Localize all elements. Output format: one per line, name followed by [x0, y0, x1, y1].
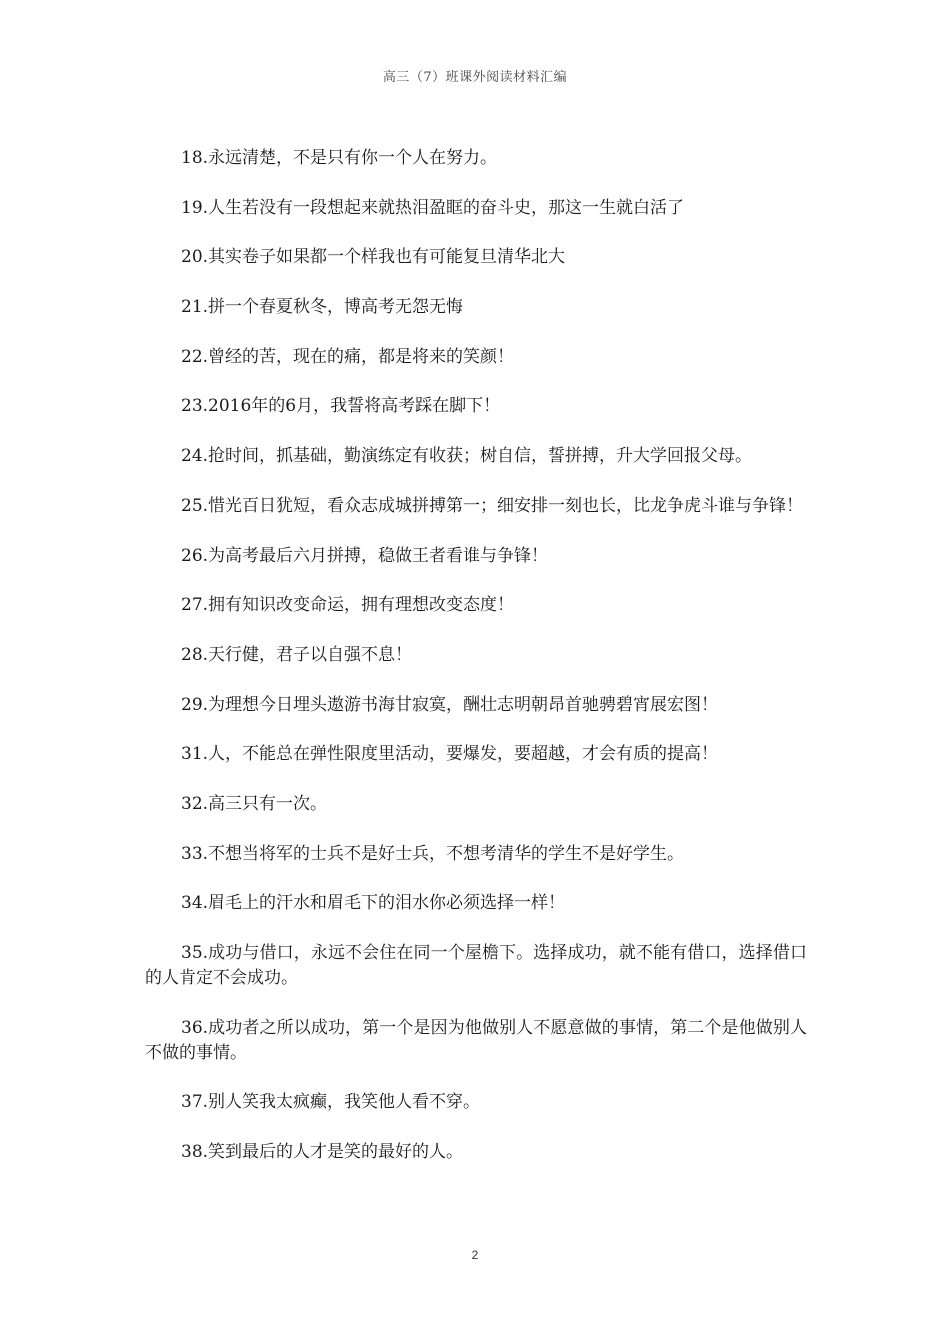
- paragraph-item: 31.人，不能总在弹性限度里活动，要爆发，要超越，才会有质的提高！: [181, 744, 719, 765]
- paragraph-item: 27.拥有知识改变命运，拥有理想改变态度！: [181, 595, 515, 616]
- paragraph-item: 33.不想当将军的士兵不是好士兵，不想考清华的学生不是好学生。: [181, 843, 685, 864]
- paragraph-item: 34.眉毛上的汗水和眉毛下的泪水你必须选择一样！: [181, 893, 566, 914]
- paragraph-item: 24.抢时间，抓基础，勤演练定有收获；树自信，誓拼搏，升大学回报父母。: [181, 446, 753, 467]
- paragraph-item: 28.天行健，君子以自强不息！: [181, 644, 413, 665]
- page-number: 2: [471, 1248, 479, 1262]
- page-header-title: 高三（7）班课外阅读材料汇编: [382, 70, 568, 85]
- paragraph-item: 29.为理想今日埋头遨游书海甘寂寞，酬壮志明朝昂首驰骋碧宵展宏图！: [181, 694, 719, 715]
- paragraph-item: 38.笑到最后的人才是笑的最好的人。: [181, 1142, 464, 1163]
- paragraph-item: 20.其实卷子如果都一个样我也有可能复旦清华北大: [181, 247, 566, 268]
- paragraph-item: 36.成功者之所以成功，第一个是因为他做别人不愿意做的事情，第二个是他做别人不做的事情。: [145, 1017, 807, 1063]
- document-body: [145, 146, 807, 1190]
- paragraph-item: 26.为高考最后六月拼搏，稳做王者看谁与争锋！: [181, 545, 549, 566]
- paragraph-item: 23.2016年的6月，我誓将高考踩在脚下！: [181, 396, 501, 417]
- paragraph-item: 18.永远清楚，不是只有你一个人在努力。: [181, 148, 498, 168]
- paragraph-item: 37.别人笑我太疯癫，我笑他人看不穿。: [181, 1092, 481, 1113]
- paragraph-item: 25.惜光百日犹短，看众志成城拼搏第一；细安排一刻也长，比龙争虎斗谁与争锋！: [181, 495, 804, 516]
- paragraph-item: 19.人生若没有一段想起来就热泪盈眶的奋斗史，那这一生就白活了: [181, 197, 685, 218]
- paragraph-item: 21.拼一个春夏秋冬，博高考无怨无悔: [181, 297, 464, 318]
- paragraph-item: 22.曾经的苦，现在的痛，都是将来的笑颜！: [181, 346, 515, 367]
- paragraph-item: 35.成功与借口，永远不会住在同一个屋檐下。选择成功，就不能有借口，选择借口的人肯定不会成功。: [145, 943, 807, 988]
- paragraph-item: 32.高三只有一次。: [181, 793, 328, 814]
